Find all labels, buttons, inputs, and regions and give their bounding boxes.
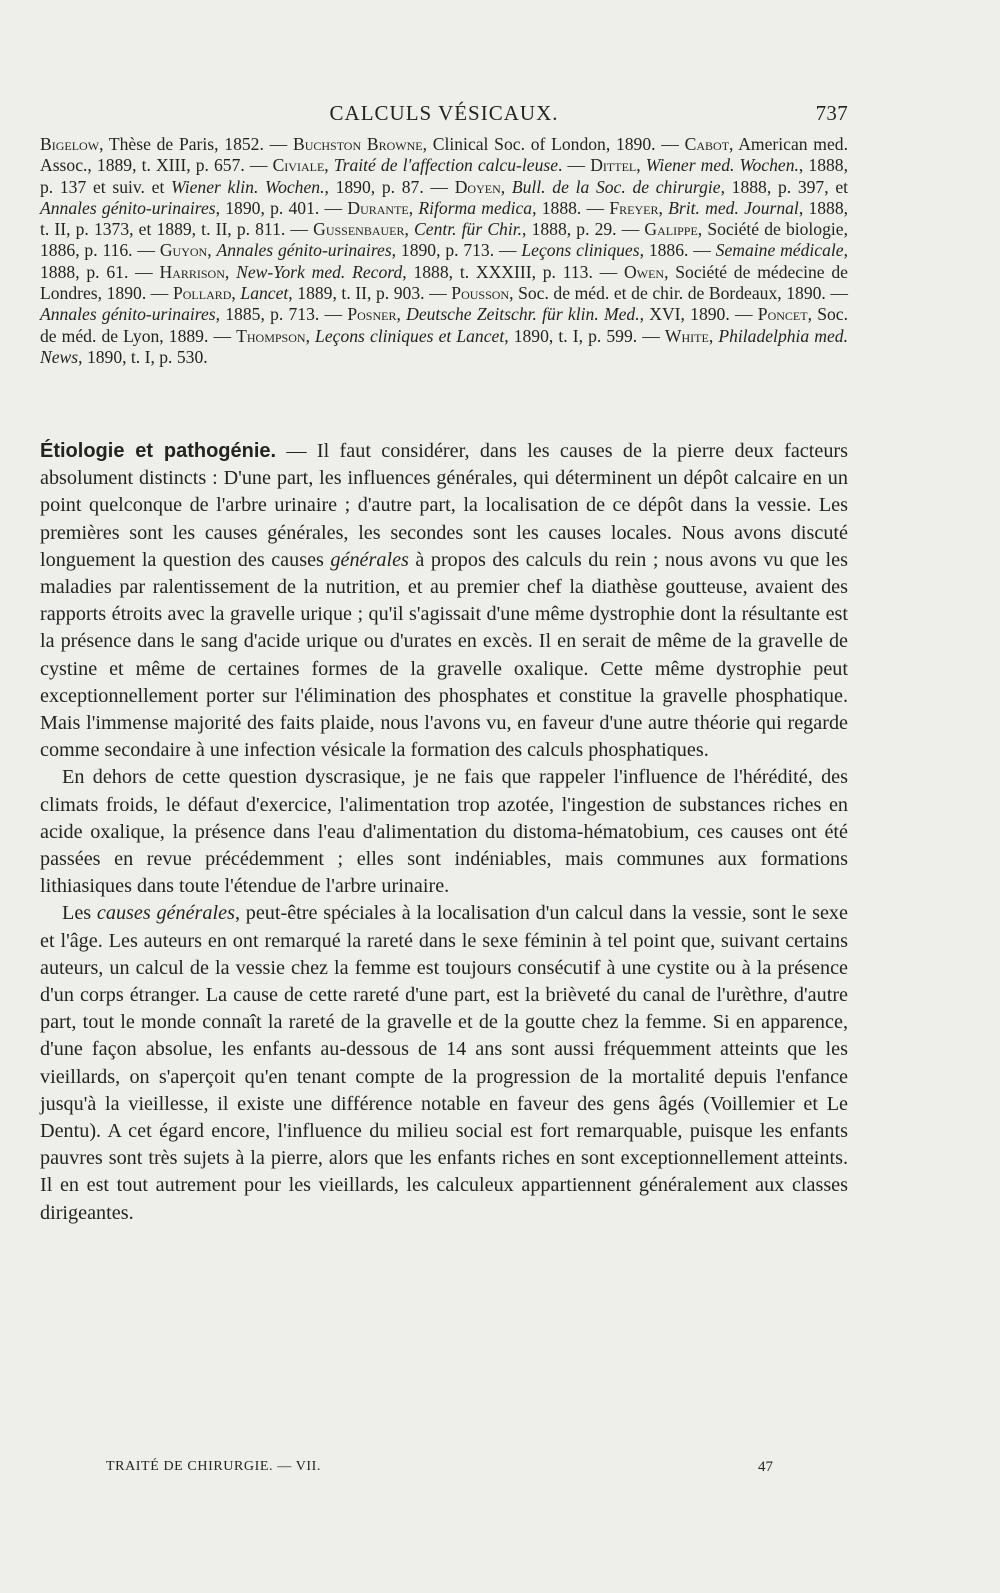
text-run: , American med. Assoc., 1889, t. XIII, p. 657. — [40, 134, 848, 176]
author-name: Buchston Browne [292, 134, 423, 154]
body-paragraph [40, 438, 848, 764]
body-paragraph [40, 764, 848, 900]
author-name: Bigelow [40, 134, 100, 154]
italic-text: Leçons cliniques et Lancet [315, 325, 505, 346]
author-name: Owen [624, 261, 665, 282]
text-run: , 1888, t. XXXIII, p. 113. — [402, 261, 625, 282]
text-run: , 1890, p. 401. — [215, 197, 348, 218]
text-run: , peut-être spéciales à la localisation d'un calcul dans la vessie, sont le sexe et l'âge. Les auteurs en ont remarqué la rareté dans le sexe féminin à tel point que, suivant certains auteurs, un calcul de la vessie chez la femme est toujours consécutif à une cystite ou à la présence d'un corps étranger. La cause de cette rareté d'une part, est la brièveté du canal de l'urèthre, d'autre part, tout le monde connaît la rareté de la gravelle et de la goutte chez la femme. Si en apparence, d'une façon absolue, les enfants au-dessous de 14 ans sont aussi fréquemment atteints que les vieillards, on s'aperçoit qu'en tenant compte de la progression de la mortalité depuis l'enfance jusqu'à la vieillesse, il existe une différence notable en faveur des gens âgés (Voillemier et Le Dentu). A cet égard encore, l'influence du milieu social est fort remarquable, puisque les enfants pauvres sont très sujets à la pierre, alors que les enfants riches en sont exceptionnellement atteints. Il en est tout autrement pour les vieillards, les calculeux appartiennent généralement aux classes dirigeantes. [40, 902, 848, 1224]
bibliography-block [40, 134, 848, 368]
text-run: , 1890, p. 87. — [324, 176, 455, 197]
text-run: , [658, 197, 669, 218]
text-run: , [408, 197, 419, 218]
italic-text: Riforma medica [418, 197, 533, 218]
text-run: , 1889, t. II, p. 903. — [288, 283, 452, 304]
author-name: Gussenbauer [313, 219, 405, 240]
author-name: Thompson [236, 325, 306, 346]
italic-text: New-York med. Record [236, 261, 403, 282]
text-run: , Société de biologie, 1886, p. 116. — [40, 219, 849, 261]
italic-text: Bull. de la Soc. de chirurgie [511, 176, 721, 197]
text-run: , 1888, p. 137 et suiv. et [40, 155, 848, 197]
text-run: , [231, 283, 241, 304]
author-name: Doyen [454, 176, 501, 197]
italic-text: Brit. med. Journal [668, 197, 799, 218]
text-run: , Thèse de Paris, 1852. — [99, 134, 293, 154]
text-run: , [224, 261, 237, 282]
author-name: Dittel [590, 155, 637, 176]
author-name: Cabot [684, 134, 730, 154]
section-heading: Étiologie et pathogénie. [40, 440, 277, 462]
page-number: 737 [815, 101, 848, 125]
italic-text: Wiener klin. Wochen. [171, 176, 325, 197]
italic-text: Annales génito-urinaires [216, 240, 392, 261]
text-run: , Société de médecine de Londres, 1890. — [40, 261, 848, 304]
italic-text: Lancet [240, 283, 289, 304]
text-run: , [396, 304, 407, 325]
text-run: , Clinical Soc. of London, 1890. — [422, 134, 685, 154]
italic-text: générales [330, 548, 409, 571]
text-run: , 1890, p. 713. — [391, 240, 522, 261]
etiology-section [40, 438, 848, 1227]
text-run: , [324, 155, 334, 176]
italic-text: Centr. für Chir. [414, 219, 523, 240]
italic-text: Wiener med. Wochen. [645, 155, 799, 176]
italic-text: Deutsche Zeitschr. für klin. Med. [406, 304, 640, 325]
text-run: En dehors de cette question dyscrasique, je ne fais que rappeler l'influence de l'hérédité, des climats froids, le défaut d'exercice, l'alimentation trop azotée, l'ingestion de substances riches en acide oxalique, la présence dans l'eau d'alimentation du distoma-hématobium, ces causes ont été passées en revue précédemment ; elles sont indéniables, mais communes aux formations lithiasiques dans toute l'étendue de l'arbre urinaire. [40, 766, 848, 898]
author-name: Pollard [172, 283, 232, 304]
text-run: , [207, 240, 217, 261]
italic-text: Philadelphia med. News [40, 325, 849, 367]
italic-text: Traité de l'affection calcu-leuse [333, 155, 559, 176]
text-run: , [708, 325, 719, 346]
italic-text: Annales génito-urinaires [40, 197, 216, 218]
text-run: à propos des calculs du rein ; nous avons vu que les maladies par ralentissement de la nutrition, et au premier chef la diathèse goutteuse, avaient des rapports étroits avec la gravelle urique ; qu'il s'agissait d'une même dystrophie dont la résultante est la présence dans le sang d'acide urique ou d'urates en excès. Il en serait de même de la gravelle de cystine et même de certaines formes de la gravelle oxalique. Cette même dystrophie peut exceptionnellement porter sur l'élimination des phosphates et constitue la gravelle phosphatique. Mais l'immense majorité des faits plaide, nous l'avons vu, en faveur d'une autre théorie qui regarde comme secondaire à une infection vésicale la formation des calculs phosphatiques. [40, 548, 848, 762]
body-paragraph [40, 900, 848, 1226]
author-name: Guyon [159, 240, 208, 261]
italic-text: causes générales [96, 902, 235, 925]
author-name: Pousson [451, 283, 510, 304]
text-run: , 1888, p. 397, et [720, 176, 849, 197]
author-name: Poncet [757, 304, 808, 325]
italic-text: Leçons cliniques [521, 240, 640, 261]
author-name: Galippe [644, 219, 698, 240]
author-name: Posner [347, 304, 397, 325]
author-name: Durante [347, 197, 409, 218]
italic-text: Annales génito-urinaires [40, 304, 216, 325]
text-run: , 1888, p. 29. — [522, 219, 645, 240]
text-run: . — [558, 155, 591, 176]
text-run: , 1886. — [639, 240, 716, 261]
text-run: Les [62, 902, 97, 925]
signature-mark: TRAITÉ DE CHIRURGIE. — VII. [106, 1459, 322, 1474]
text-run: , Soc. de méd. et de chir. de Bordeaux, 1890. — [509, 283, 848, 304]
author-name: Harrison [159, 261, 225, 282]
text-run: , XVI, 1890. — [639, 304, 758, 325]
text-run: — Il faut considérer, dans les causes de la pierre deux facteurs absolument distincts : D'une part, les influences générales, qui déterminent un dépôt calcaire en un point quelconque de l'arbre urinaire ; d'autre part, la localisation de ce dépôt dans la vessie. Les premières sont les causes générales, les secondes sont les causes locales. Nous avons discuté longuement la question des causes [40, 440, 848, 571]
text-run: , [500, 176, 512, 197]
italic-text: Semaine médicale [715, 240, 844, 261]
text-run: , [305, 325, 316, 346]
text-run: , 1888. — [532, 197, 610, 218]
text-run: , 1890, t. I, p. 530. [78, 346, 208, 367]
text-run: , 1888, p. 61. — [40, 240, 849, 282]
sheet-number: 47 [758, 1459, 773, 1475]
text-run: , 1890, t. I, p. 599. — [504, 325, 665, 346]
text-run: , Soc. de méd. de Lyon, 1889. — [40, 304, 848, 346]
author-name: Freyer [609, 197, 659, 218]
text-run: , [636, 155, 646, 176]
author-name: White [664, 325, 709, 346]
text-run: , 1888, t. II, p. 1373, et 1889, t. II, p. 811. — [40, 197, 849, 240]
text-run: , 1885, p. 713. — [215, 304, 348, 325]
text-run: , [404, 219, 415, 240]
running-title: CALCULS VÉSICAUX. [329, 101, 559, 125]
author-name: Civiale [272, 155, 325, 176]
